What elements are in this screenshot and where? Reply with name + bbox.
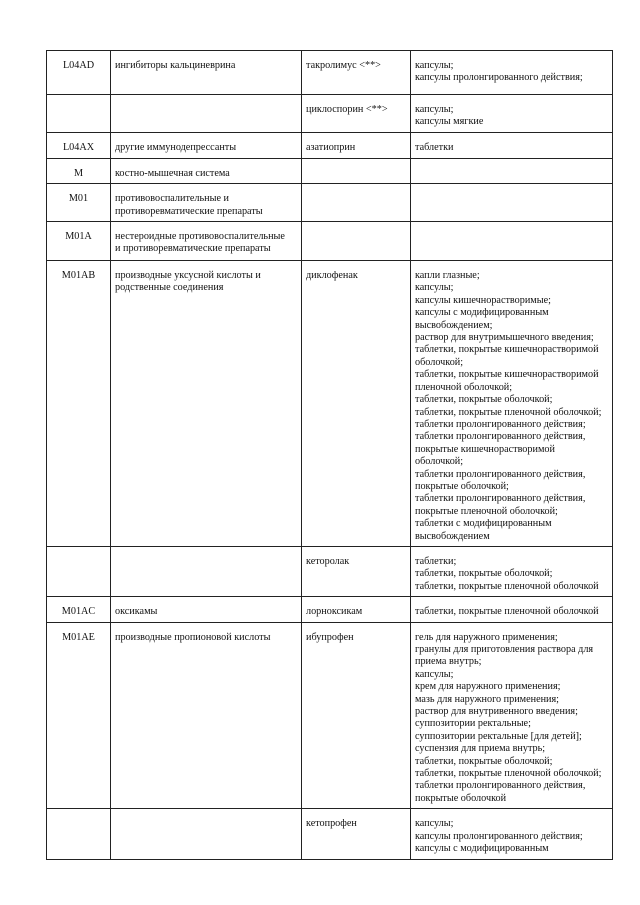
dosage-forms-cell — [411, 184, 613, 222]
dosage-forms-cell-line: таблетки пролонгированного действия, — [415, 468, 586, 480]
atc-code-cell: L04AX — [47, 132, 111, 158]
group-name-cell-line: родственные соединения — [115, 282, 224, 294]
dosage-forms-cell-line: капсулы пролонгированного действия; — [415, 72, 583, 84]
group-name-cell — [111, 597, 302, 622]
table-row — [47, 261, 613, 547]
dosage-forms-cell-line: высвобождением; — [415, 319, 493, 331]
dosage-forms-cell-line: покрытые кишечнорастворимой — [415, 443, 555, 455]
dosage-forms-cell-line: капсулы кишечнорастворимые; — [415, 294, 551, 306]
drug-name-cell: кеторолак — [302, 546, 411, 596]
dosage-forms-cell-line: капсулы пролонгированного действия; — [415, 830, 583, 842]
table-row — [47, 809, 613, 859]
dosage-forms-cell-line: таблетки пролонгированного действия, — [415, 493, 586, 505]
dosage-forms-cell — [411, 222, 613, 261]
dosage-forms-cell-line: таблетки, покрытые оболочкой; — [415, 755, 553, 767]
group-name-cell — [111, 546, 302, 596]
dosage-forms-cell-line: капсулы; — [415, 60, 454, 71]
dosage-forms-cell-line: таблетки с модифицированным — [415, 518, 552, 530]
drug-name-cell — [302, 222, 411, 261]
group-name-cell — [111, 222, 302, 261]
dosage-forms-cell-line: покрытые пленочной оболочкой; — [415, 505, 558, 517]
dosage-forms-cell-line: таблетки, покрытые оболочкой; — [415, 568, 553, 580]
dosage-forms-cell-line: мазь для наружного применения; — [415, 693, 560, 705]
drug-classification-table — [46, 50, 613, 860]
dosage-forms-cell — [411, 132, 613, 158]
dosage-forms-cell-line: таблетки, покрытые кишечнорастворимой — [415, 369, 599, 381]
dosage-forms-cell-line: таблетки пролонгированного действия, — [415, 780, 586, 792]
group-name-cell-line: ингибиторы кальциневрина — [115, 60, 236, 71]
drug-name-cell — [302, 158, 411, 183]
drug-name-cell — [302, 184, 411, 222]
dosage-forms-cell-line: раствор для внутривенного введения; — [415, 706, 578, 718]
group-name-cell-line: оксикамы — [115, 606, 158, 618]
dosage-forms-cell — [411, 261, 613, 547]
dosage-forms-cell-line: таблетки пролонгированного действия, — [415, 431, 586, 443]
group-name-cell — [111, 809, 302, 859]
dosage-forms-cell-line: капсулы; — [415, 818, 454, 830]
group-name-cell — [111, 261, 302, 547]
dosage-forms-cell-line: капли глазные; — [415, 270, 480, 282]
dosage-forms-cell-line: капсулы с модифицированным — [415, 843, 549, 855]
dosage-forms-cell-line: таблетки, покрытые пленочной оболочкой — [415, 580, 599, 592]
dosage-forms-cell-line: пленочной оболочкой; — [415, 381, 513, 393]
atc-code-cell: M01 — [47, 184, 111, 222]
table-row — [47, 51, 613, 95]
dosage-forms-cell-line: приема внутрь; — [415, 656, 482, 668]
table-row — [47, 95, 613, 133]
dosage-forms-cell-line: таблетки пролонгированного действия; — [415, 418, 586, 430]
group-name-cell — [111, 95, 302, 133]
group-name-cell-line: противовоспалительные и — [115, 193, 229, 205]
atc-code-cell: L04AD — [47, 51, 111, 95]
dosage-forms-cell-line: капсулы; — [415, 668, 454, 680]
dosage-forms-cell-line: таблетки — [415, 141, 454, 153]
atc-code-cell: M01AE — [47, 622, 111, 809]
drug-name-cell: лорноксикам — [302, 597, 411, 622]
dosage-forms-cell-line: раствор для внутримышечного введения; — [415, 332, 594, 344]
group-name-cell — [111, 622, 302, 809]
dosage-forms-cell — [411, 95, 613, 133]
dosage-forms-cell-line: суппозитории ректальные; — [415, 718, 531, 730]
dosage-forms-cell — [411, 158, 613, 183]
dosage-forms-cell-line: гранулы для приготовления раствора для — [415, 644, 594, 655]
table-body — [47, 51, 613, 860]
table-row — [47, 546, 613, 596]
drug-name-cell: азатиоприн — [302, 132, 411, 158]
group-name-cell — [111, 51, 302, 95]
dosage-forms-cell-line: таблетки, покрытые кишечнорастворимой — [415, 344, 599, 356]
dosage-forms-cell-line: капсулы; — [415, 104, 454, 115]
table-row — [47, 222, 613, 261]
table-row — [47, 597, 613, 622]
table-row — [47, 184, 613, 222]
dosage-forms-cell — [411, 546, 613, 596]
atc-code-cell: M01A — [47, 222, 111, 261]
drug-name-cell: ибупрофен — [302, 622, 411, 809]
dosage-forms-cell-line: таблетки, покрытые пленочной оболочкой; — [415, 768, 602, 780]
dosage-forms-cell — [411, 809, 613, 859]
drug-name-cell: циклоспорин <**> — [302, 95, 411, 133]
group-name-cell-line: нестероидные противовоспалительные — [115, 231, 285, 243]
table-row — [47, 132, 613, 158]
atc-code-cell — [47, 809, 111, 859]
group-name-cell — [111, 184, 302, 222]
dosage-forms-cell-line: высвобождением — [415, 530, 490, 542]
dosage-forms-cell — [411, 51, 613, 95]
group-name-cell-line: и противоревматические препараты — [115, 243, 271, 255]
dosage-forms-cell-line: оболочкой; — [415, 456, 464, 468]
table-row — [47, 158, 613, 183]
drug-name-cell: такролимус <**> — [302, 51, 411, 95]
group-name-cell-line: производные уксусной кислоты и — [115, 270, 261, 282]
dosage-forms-cell-line: таблетки; — [415, 555, 457, 567]
dosage-forms-cell-line: таблетки, покрытые оболочкой; — [415, 394, 553, 406]
dosage-forms-cell-line: покрытые оболочкой; — [415, 480, 509, 492]
dosage-forms-cell-line: таблетки, покрытые пленочной оболочкой — [415, 606, 599, 618]
group-name-cell-line: костно-мышечная система — [115, 167, 230, 179]
table-row — [47, 622, 613, 809]
dosage-forms-cell-line: крем для наружного применения; — [415, 681, 561, 693]
atc-code-cell: M — [47, 158, 111, 183]
group-name-cell-line: производные пропионовой кислоты — [115, 631, 271, 643]
dosage-forms-cell-line: таблетки, покрытые пленочной оболочкой; — [415, 406, 602, 418]
atc-code-cell — [47, 95, 111, 133]
dosage-forms-cell-line: суппозитории ректальные [для детей]; — [415, 730, 582, 742]
dosage-forms-cell-line: капсулы с модифицированным — [415, 307, 549, 319]
dosage-forms-cell-line: покрытые оболочкой — [415, 792, 507, 804]
group-name-cell-line: другие иммунодепрессанты — [115, 141, 237, 153]
group-name-cell — [111, 158, 302, 183]
dosage-forms-cell — [411, 622, 613, 809]
dosage-forms-cell-line: суспензия для приема внутрь; — [415, 743, 546, 755]
dosage-forms-cell — [411, 597, 613, 622]
drug-name-cell: диклофенак — [302, 261, 411, 547]
atc-code-cell: M01AC — [47, 597, 111, 622]
dosage-forms-cell-line: гель для наружного применения; — [415, 631, 558, 643]
group-name-cell-line: противоревматические препараты — [115, 205, 263, 217]
drug-name-cell: кетопрофен — [302, 809, 411, 859]
dosage-forms-cell-line: капсулы; — [415, 282, 454, 294]
dosage-forms-cell-line: капсулы мягкие — [415, 116, 484, 128]
group-name-cell — [111, 132, 302, 158]
dosage-forms-cell-line: оболочкой; — [415, 356, 464, 368]
atc-code-cell: M01AB — [47, 261, 111, 547]
atc-code-cell — [47, 546, 111, 596]
